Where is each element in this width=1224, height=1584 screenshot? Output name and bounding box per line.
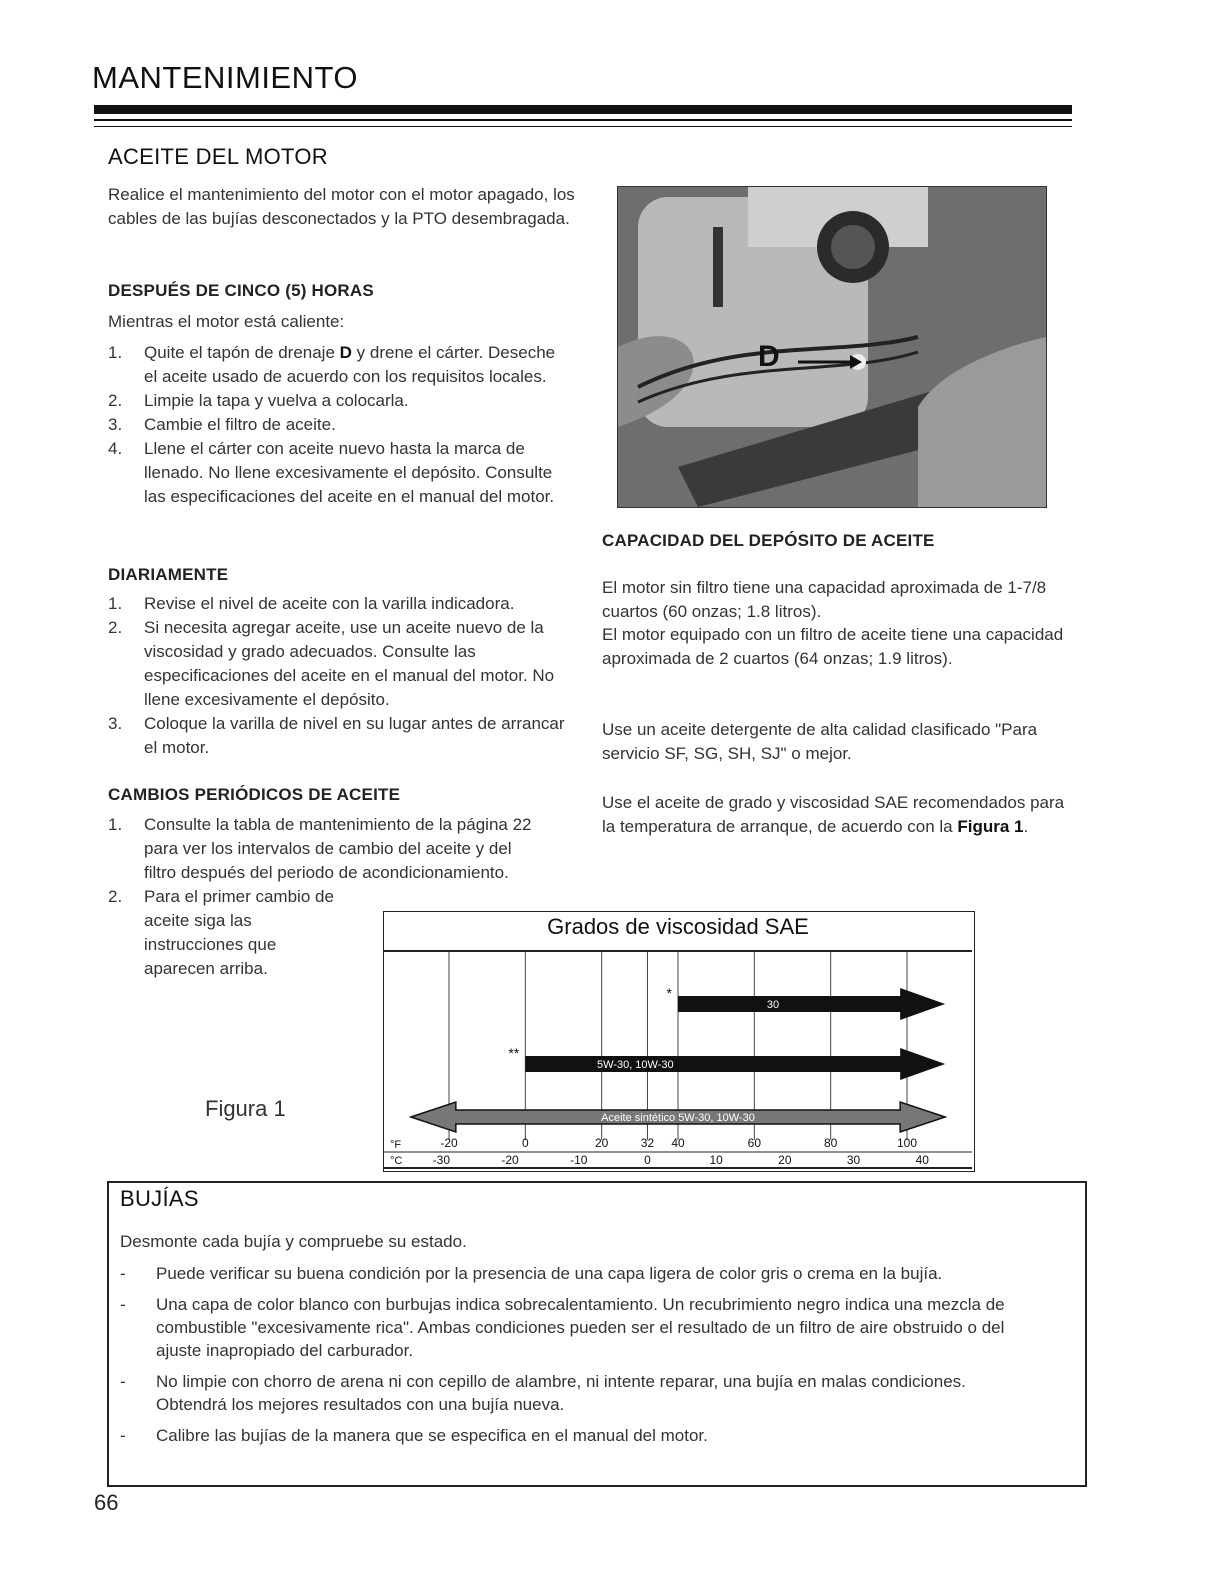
engine-photo-drawing — [618, 187, 1046, 507]
series-arrow — [678, 988, 945, 1020]
subheading-diariamente: DIARIAMENTE — [108, 565, 229, 584]
list-item: 3. Cambie el filtro de aceite. — [108, 415, 336, 434]
series-label: Aceite sintético 5W-30, 10W-30 — [601, 1112, 755, 1124]
subheading-capacidad: CAPACIDAD DEL DEPÓSITO DE ACEITE — [602, 531, 935, 550]
list-item: - Puede verificar su buena condición por la presencia de una capa ligera de color gris o crema en la bujía. — [120, 1264, 943, 1283]
engine-photo — [617, 186, 1047, 508]
tick-label-f: 32 — [640, 1136, 655, 1150]
list-item: 1. Revise el nivel de aceite con la varilla indicadora. — [108, 594, 515, 613]
tick-label-f: 0 — [521, 1136, 529, 1150]
tick-label-c: 30 — [846, 1153, 861, 1167]
bujias-list — [120, 1262, 1040, 1455]
tick-label-c: -10 — [570, 1153, 588, 1167]
list-item: 1. Consulte la tabla de mantenimiento de la página 22 para ver los intervalos de cambio del aceite y del filtro después del periodo de acondicionamiento. — [108, 815, 532, 882]
list-item: 4. Llene el cárter con aceite nuevo hasta la marca de llenado. No llene excesivamente el depósito. Consulte las especificaciones del aceite en el manual del motor. — [108, 439, 555, 506]
tick-label-f: 60 — [747, 1136, 762, 1150]
aceite-intro: Realice el mantenimiento del motor con el motor apagado, los cables de las bujías desconectados y la PTO desembragada. — [108, 185, 575, 228]
subheading-cambios: CAMBIOS PERIÓDICOS DE ACEITE — [108, 785, 401, 804]
series-arrow — [525, 1048, 945, 1080]
capacidad-p2: El motor equipado con un filtro de aceite tiene una capacidad aproximada de 2 cuartos (64 onzas; 1.9 litros). — [602, 625, 1064, 668]
tick-label-c: -30 — [432, 1153, 451, 1167]
list-item: - No limpie con chorro de arena ni con cepillo de alambre, ni intente reparar, una bujía en malas condiciones. Obtendrá los mejores resultados con una bujía nueva. — [120, 1372, 966, 1414]
header-rule — [94, 105, 1072, 114]
list-item: - Calibre las bujías de la manera que se especifica en el manual del motor. — [120, 1426, 708, 1445]
tick-label-c: 0 — [644, 1153, 651, 1167]
page-number: 66 — [94, 1490, 119, 1515]
tick-label-f: 20 — [594, 1136, 609, 1150]
header-rule — [94, 126, 1072, 127]
tick-label-c: 40 — [915, 1153, 929, 1167]
list-item: 1. Quite el tapón de drenaje D y drene el cárter. Deseche el aceite usado de acuerdo con los requisitos locales. — [108, 343, 556, 386]
capacidad-p1: El motor sin filtro tiene una capacidad aproximada de 1-7/8 cuartos (60 onzas; 1.8 litros). — [602, 578, 1047, 621]
list-item: 2. Si necesita agregar aceite, use un aceite nuevo de la viscosidad y grado adecuados. Consulte las especificaciones del aceite en el manual del motor. No llene excesivamente el depósito. — [108, 618, 555, 709]
chart-title: Grados de viscosidad SAE — [384, 912, 972, 952]
list-item: 3. Coloque la varilla de nivel en su lugar antes de arrancar el motor. — [108, 714, 565, 757]
unit-label-f: °F — [390, 1139, 402, 1151]
page-title: MANTENIMIENTO — [92, 60, 358, 95]
series-label: 5W-30, 10W-30 — [597, 1059, 674, 1071]
tick-label-c: 10 — [709, 1153, 723, 1167]
tick-label-f: -20 — [440, 1136, 458, 1150]
unit-label-c: °C — [390, 1155, 403, 1167]
capacidad-p4: Use el aceite de grado y viscosidad SAE recomendados para la temperatura de arranque, de acuerdo con la Figura 1. — [602, 793, 1065, 836]
section-heading-aceite: ACEITE DEL MOTOR — [108, 144, 328, 169]
capacidad-p3: Use un aceite detergente de alta calidad clasificado "Para servicio SF, SG, SH, SJ" o mejor. — [602, 720, 1038, 763]
despues-list — [108, 341, 570, 509]
tick-label-f: 100 — [896, 1136, 918, 1150]
list-item: 2. Limpie la tapa y vuelva a colocarla. — [108, 391, 409, 410]
header-rule — [94, 119, 1072, 121]
tick-label-c: -20 — [501, 1153, 519, 1167]
diariamente-list — [108, 592, 578, 760]
tick-label-c: 20 — [778, 1153, 792, 1167]
tick-label-f: 40 — [671, 1136, 685, 1150]
figure-caption: Figura 1 — [205, 1096, 286, 1121]
tick-label-f: 80 — [823, 1136, 838, 1150]
series-marker: * — [666, 985, 672, 1001]
series-marker: ** — [508, 1045, 520, 1061]
viscosity-chart-plot — [384, 952, 972, 1170]
series-label: 30 — [766, 999, 780, 1011]
section-heading-bujias: BUJÍAS — [120, 1186, 199, 1211]
despues-lead: Mientras el motor está caliente: — [108, 312, 345, 331]
list-item: - Una capa de color blanco con burbujas indica sobrecalentamiento. Un recubrimiento negro indica una mezcla de combustible "excesivamente rica". Ambas condiciones pueden ser el resultado de un filtro de aire obstruido o del ajuste inapropiado del carburador. — [120, 1295, 1005, 1360]
bujias-intro: Desmonte cada bujía y compruebe su estado. — [120, 1232, 467, 1251]
drain-plug-label: D — [758, 340, 780, 373]
list-item: 2. Para el primer cambio de aceite siga las instrucciones que aparecen arriba. — [108, 887, 334, 978]
subheading-despues: DESPUÉS DE CINCO (5) HORAS — [108, 281, 374, 300]
